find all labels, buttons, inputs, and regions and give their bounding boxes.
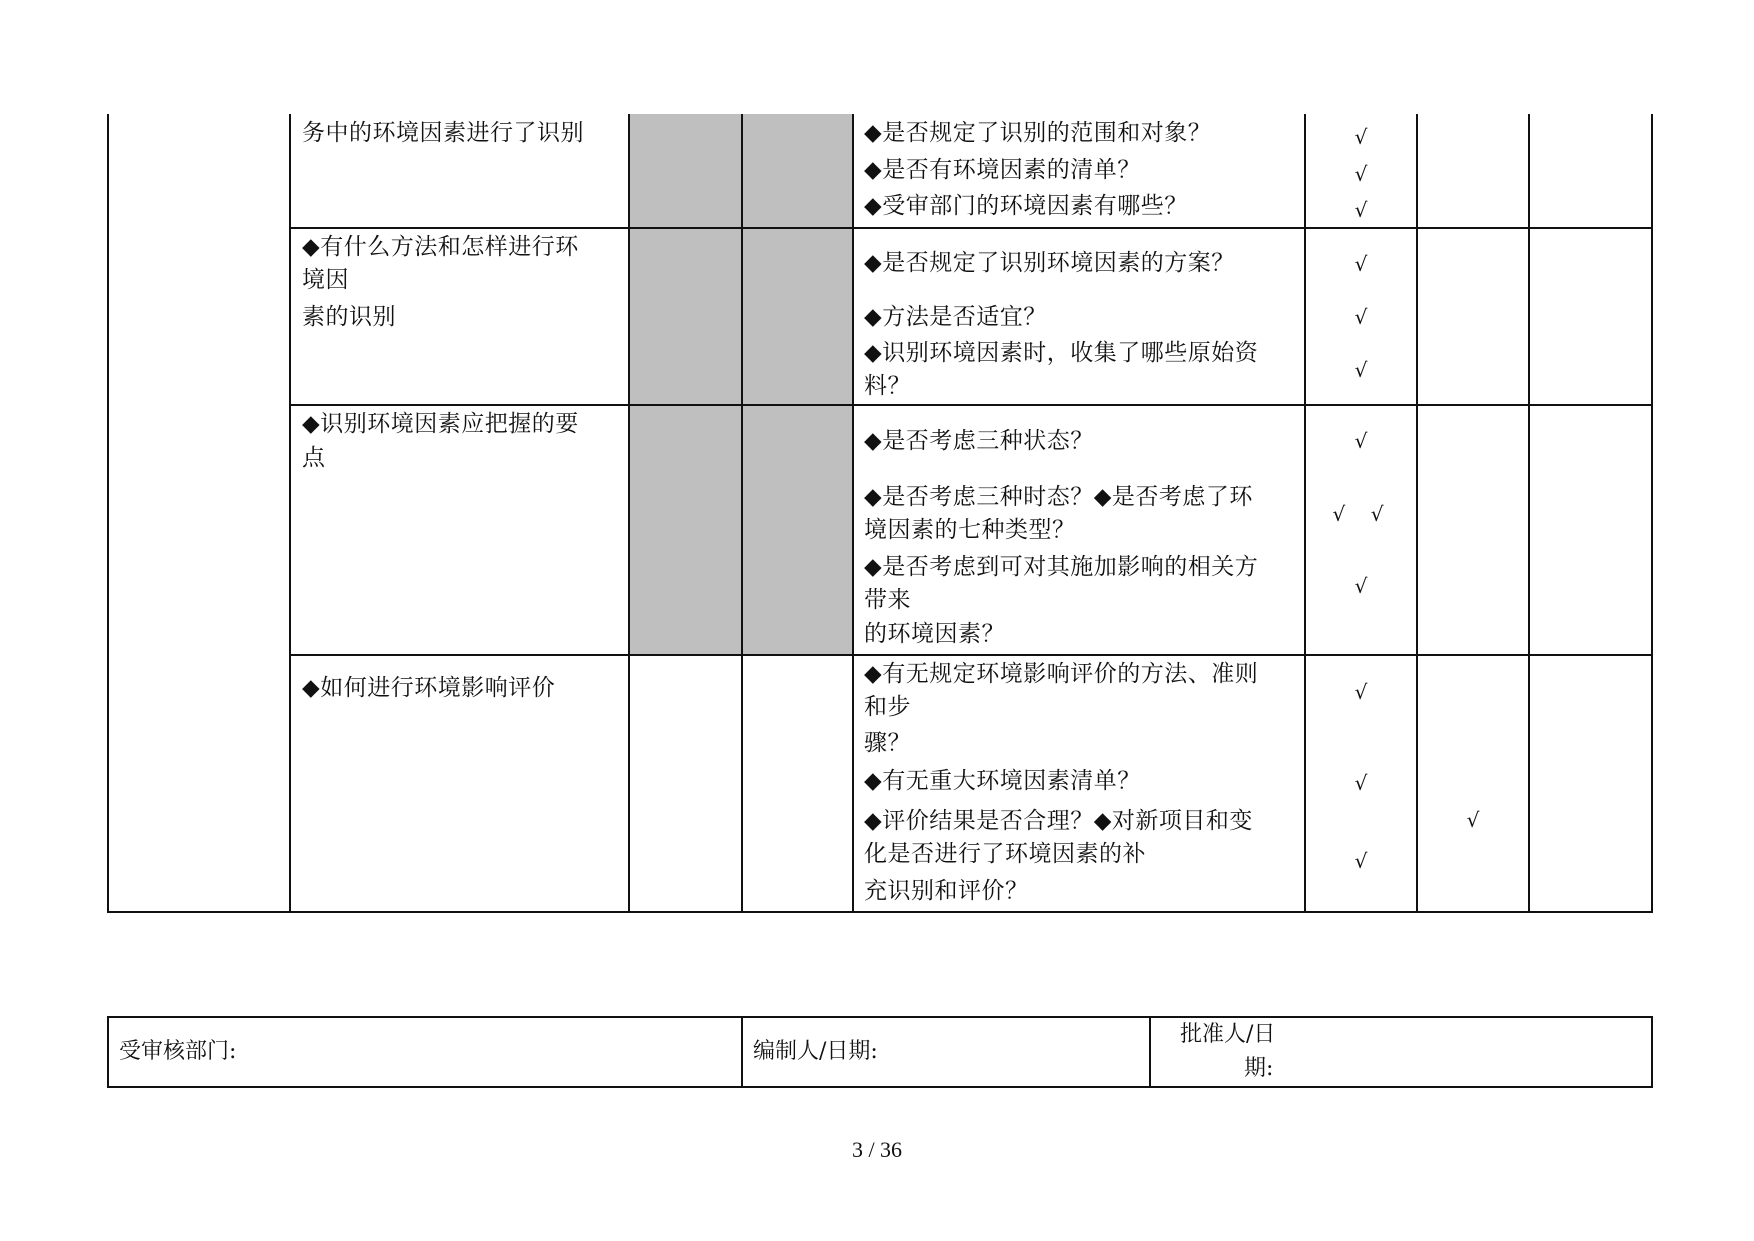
check-question: ◆是否考虑三种时态？◆是否考虑了环: [864, 484, 1253, 510]
check-question: 的环境因素？: [864, 621, 1005, 647]
row-divider: [289, 404, 1653, 406]
check-question: ◆是否规定了识别环境因素的方案？: [864, 250, 1235, 276]
audit-checklist-table: [107, 114, 1653, 913]
column-divider: [628, 114, 630, 913]
audit-topic: 务中的环境因素进行了识别: [302, 120, 584, 146]
signoff-frame: [107, 1016, 1653, 1088]
signoff-table: [107, 1016, 1653, 1088]
check-question: 境因素的七种类型？: [864, 517, 1076, 543]
checkmark: √: [1354, 358, 1368, 382]
audited-department-label: 受审核部门:: [119, 1039, 237, 1064]
check-question: ◆是否考虑到可对其施加影响的相关方: [864, 554, 1259, 580]
editor-date-label: 编制人/日期:: [753, 1039, 878, 1064]
check-question: ◆是否考虑三种状态？: [864, 428, 1094, 454]
column-divider: [741, 114, 743, 913]
page-number: 3 / 36: [851, 1137, 903, 1162]
table-border-left: [107, 114, 109, 913]
checkmark: √: [1354, 771, 1368, 795]
column-divider: [1149, 1016, 1151, 1088]
column-divider: [289, 114, 291, 913]
check-question: ◆是否有环境因素的清单？: [864, 157, 1141, 183]
checkmark: √ √: [1332, 502, 1384, 526]
check-question: ◆有无规定环境影响评价的方法、准则: [864, 661, 1259, 687]
check-question: ◆识别环境因素时，收集了哪些原始资: [864, 340, 1259, 366]
table-border-right: [1651, 114, 1653, 913]
check-question: 化是否进行了环境因素的补: [864, 841, 1146, 867]
column-divider: [1304, 114, 1306, 913]
check-question: 骤？: [864, 730, 911, 756]
audit-topic: 点: [302, 445, 326, 471]
checkmark: √: [1466, 808, 1480, 832]
checkmark: √: [1354, 198, 1368, 222]
checkmark: √: [1354, 162, 1368, 186]
check-question: 带来: [864, 587, 911, 613]
row-divider: [289, 654, 1653, 656]
approver-date-label: 批准人/日: [1180, 1022, 1276, 1047]
table-border-bottom: [107, 911, 1653, 913]
checkmark: √: [1354, 125, 1368, 149]
check-question: 和步: [864, 694, 911, 720]
audit-topic: 素的识别: [302, 304, 396, 330]
approver-date-label: 期:: [1244, 1056, 1274, 1081]
check-question: ◆受审部门的环境因素有哪些？: [864, 193, 1188, 219]
shaded-cell: [629, 114, 741, 655]
checkmark: √: [1354, 305, 1368, 329]
checkmark: √: [1354, 252, 1368, 276]
checkmark: √: [1354, 429, 1368, 453]
column-divider: [852, 114, 854, 913]
column-divider: [741, 1016, 743, 1088]
column-divider: [1528, 114, 1530, 913]
shaded-cell: [742, 114, 852, 655]
check-question: ◆有无重大环境因素清单？: [864, 768, 1141, 794]
column-divider: [1416, 114, 1418, 913]
audit-topic: 境因: [302, 267, 349, 293]
checkmark: √: [1354, 680, 1368, 704]
audit-topic: ◆识别环境因素应把握的要: [302, 411, 579, 437]
check-question: ◆评价结果是否合理？◆对新项目和变: [864, 808, 1253, 834]
check-question: 充识别和评价？: [864, 878, 1029, 904]
audit-topic: ◆如何进行环境影响评价: [302, 675, 556, 701]
check-question: ◆方法是否适宜？: [864, 304, 1047, 330]
checkmark: √: [1354, 574, 1368, 598]
check-question: 料？: [864, 373, 911, 399]
row-divider: [289, 227, 1653, 229]
check-question: ◆是否规定了识别的范围和对象？: [864, 120, 1212, 146]
checkmark: √: [1354, 849, 1368, 873]
audit-topic: ◆有什么方法和怎样进行环: [302, 234, 579, 260]
